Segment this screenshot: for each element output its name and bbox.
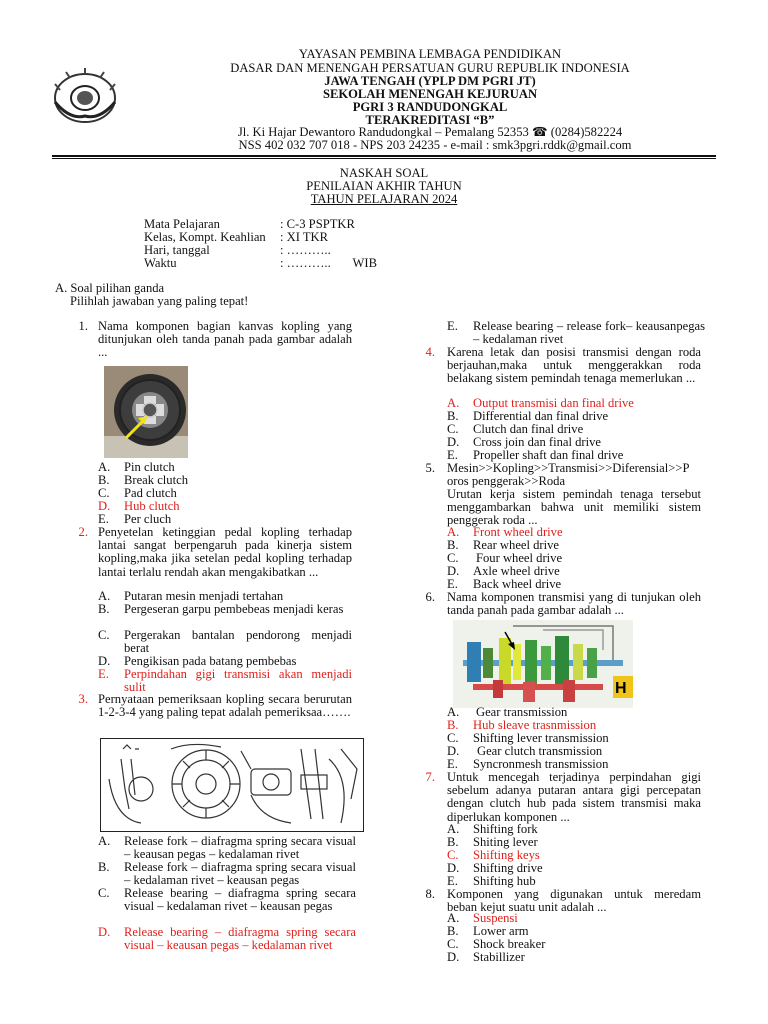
- q2-option-d-letter: D.: [98, 654, 111, 668]
- q4-option-a: Output transmisi dan final drive: [473, 396, 634, 410]
- svg-text:H: H: [615, 680, 627, 697]
- q8-option-b: Lower arm: [473, 924, 529, 938]
- q5-option-b-letter: B.: [447, 538, 459, 552]
- q3-text: Pernyataan pemeriksaan kopling secara berurutan 1-2-3-4 yang paling tepat adalah pemeriksaa…….: [98, 692, 352, 720]
- q7-option-d: Shifting drive: [473, 861, 543, 875]
- q2-option-c-letter: C.: [98, 628, 110, 642]
- q8-option-d: Stabillizer: [473, 950, 525, 964]
- q4-option-c: Clutch dan final drive: [473, 422, 584, 436]
- clutch-inspection-image: [100, 738, 364, 832]
- q2-option-b: Pergeseran garpu pembebeas menjadi keras: [124, 602, 344, 616]
- q7-option-c-letter: C.: [447, 848, 459, 862]
- q1-option-b: Break clutch: [124, 473, 188, 487]
- q5-option-a-letter: A.: [447, 525, 460, 539]
- q7-option-b: Shiting lever: [473, 835, 538, 849]
- section-instruction: Pilihlah jawaban yang paling tepat!: [70, 294, 249, 308]
- q6-text: Nama komponen transmisi yang di tunjukan oleh tanda panah pada gambar adalah ...: [447, 590, 701, 618]
- q6-option-c-letter: C.: [447, 731, 459, 745]
- q2-option-e: Perpindahan gigi transmisi akan menjadi sulit: [124, 667, 352, 695]
- q4-option-e: Propeller shaft dan final drive: [473, 448, 624, 462]
- q7-number: 7.: [425, 770, 435, 784]
- q2-option-e-letter: E.: [98, 667, 109, 681]
- transmission-image: [453, 620, 633, 708]
- q3-number: 3.: [78, 692, 88, 706]
- q6-number: 6.: [425, 590, 435, 604]
- q1-option-c-letter: C.: [98, 486, 110, 500]
- q6-option-e: Syncronmesh transmission: [473, 757, 609, 771]
- header-divider-thin: [52, 158, 716, 159]
- q1-option-a: Pin clutch: [124, 460, 175, 474]
- header-address: Jl. Ki Hajar Dewantoro Randudongkal – Pemalang 52353 ☎ (0284)582224: [237, 125, 623, 139]
- q1-option-c: Pad clutch: [124, 486, 177, 500]
- q2-option-d: Pengikisan pada batang pembebas: [124, 654, 297, 668]
- q4-option-d-letter: D.: [447, 435, 460, 449]
- doc-title: NASKAH SOAL: [339, 166, 429, 180]
- q5-option-e: Back wheel drive: [473, 577, 562, 591]
- q5-option-d: Axle wheel drive: [473, 564, 560, 578]
- header-school-type: SEKOLAH MENENGAH KEJURUAN: [322, 87, 538, 101]
- q7-option-e-letter: E.: [447, 874, 458, 888]
- q4-option-b: Differential dan final drive: [473, 409, 609, 423]
- section-heading: A. Soal pilihan ganda: [55, 281, 165, 295]
- q4-option-b-letter: B.: [447, 409, 459, 423]
- q1-option-a-letter: A.: [98, 460, 111, 474]
- q8-text: Komponen yang digunakan untuk meredam beban kejut suatu unit adalah ...: [447, 887, 701, 915]
- q4-option-c-letter: C.: [447, 422, 459, 436]
- q6-option-c: Shifting lever transmission: [473, 731, 609, 745]
- q5-text: Urutan kerja sistem pemindah tenaga tersebut menggambarkan bahwa unit memiliki sistem penggerak roda ...: [447, 487, 701, 528]
- q7-option-d-letter: D.: [447, 861, 460, 875]
- info-date-value: : ………..: [280, 243, 331, 257]
- q3-option-d-letter: D.: [98, 925, 111, 939]
- q6-option-d: Gear clutch transmission: [477, 744, 603, 758]
- info-subject-value: : C-3 PSPTKR: [280, 217, 355, 231]
- q5-option-e-letter: E.: [447, 577, 458, 591]
- q6-option-d-letter: D.: [447, 744, 460, 758]
- q2-option-a: Putaran mesin menjadi tertahan: [124, 589, 284, 603]
- q1-option-d-letter: D.: [98, 499, 111, 513]
- q2-option-a-letter: A.: [98, 589, 111, 603]
- q1-number: 1.: [78, 319, 88, 333]
- q3-option-e-letter: E.: [447, 319, 458, 333]
- q4-option-e-letter: E.: [447, 448, 458, 462]
- q6-option-e-letter: E.: [447, 757, 458, 771]
- q7-text: Untuk mencegah terjadinya perpindahan gigi sebelum adanya putaran antara gigi percepatan dengan clutch hub pada sistem transmisi maka diperlukan komponen ...: [447, 770, 701, 824]
- info-time-label: Waktu: [144, 256, 177, 270]
- doc-subtitle: PENILAIAN AKHIR TAHUN: [306, 179, 462, 193]
- header-school-name: PGRI 3 RANDUDONGKAL: [352, 100, 508, 114]
- header-divider: [52, 155, 716, 157]
- q2-text: Penyetelan ketinggian pedal kopling terhadap lantai sangat berpengaruh pada kinerja sistem kopling,maka jika setelan pedal kopling terhadap lantai terlalu rendah akan mengakibatkan ...: [98, 525, 352, 579]
- q2-option-c: Pergerakan bantalan pendorong menjadi berat: [124, 628, 352, 656]
- q5-number: 5.: [425, 461, 435, 475]
- header-foundation: YAYASAN PEMBINA LEMBAGA PENDIDIKAN: [298, 47, 562, 61]
- doc-year: TAHUN PELAJARAN 2024: [310, 192, 458, 206]
- info-class-value: : XI TKR: [280, 230, 329, 244]
- q4-text: Karena letak dan posisi transmisi dengan roda berjauhan,maka untuk menggerakkan roda belakang sistem pemindah tenaga memerlukan ...: [447, 345, 701, 386]
- info-time-value: : ……….. WIB: [280, 256, 378, 270]
- school-logo: [50, 68, 120, 128]
- q8-option-c: Shock breaker: [473, 937, 546, 951]
- clutch-disc-image: [104, 366, 188, 458]
- q3-option-b: Release fork – diafragma spring secara visual – kedalaman rivet – keausan pegas: [124, 860, 356, 888]
- q7-option-b-letter: B.: [447, 835, 459, 849]
- q6-option-a-letter: A.: [447, 705, 460, 719]
- q3-option-a: Release fork – diafragma spring secara visual – keausan pegas – kedalaman rivet: [124, 834, 356, 862]
- q1-text: Nama komponen bagian kanvas kopling yang ditunjukan oleh tanda panah pada gambar adalah ...: [98, 319, 352, 360]
- q1-option-d: Hub clutch: [124, 499, 180, 513]
- q7-option-a-letter: A.: [447, 822, 460, 836]
- q2-number: 2.: [78, 525, 88, 539]
- q3-option-c-letter: C.: [98, 886, 110, 900]
- header-accreditation: TERAKREDITASI “B”: [365, 113, 495, 127]
- q3-option-e: Release bearing – release fork– keausanpegas – kedalaman rivet: [473, 319, 705, 347]
- info-class-label: Kelas, Kompt. Keahlian: [144, 230, 266, 244]
- q5-option-d-letter: D.: [447, 564, 460, 578]
- header-region: JAWA TENGAH (YPLP DM PGRI JT): [324, 74, 536, 88]
- header-foundation-sub: DASAR DAN MENENGAH PERSATUAN GURU REPUBLIK INDONESIA: [230, 61, 630, 75]
- q7-option-e: Shifting hub: [473, 874, 536, 888]
- q8-option-a-letter: A.: [447, 911, 460, 925]
- q4-option-d: Cross join dan final drive: [473, 435, 602, 449]
- q4-number: 4.: [425, 345, 435, 359]
- info-subject-label: Mata Pelajaran: [144, 217, 220, 231]
- q5-option-c: Four wheel drive: [476, 551, 563, 565]
- q3-option-a-letter: A.: [98, 834, 111, 848]
- q5-option-a: Front wheel drive: [473, 525, 563, 539]
- q3-option-d: Release bearing – diafragma spring secara visual – keausan pegas – kedalaman rivet: [124, 925, 356, 953]
- q8-option-b-letter: B.: [447, 924, 459, 938]
- q8-option-d-letter: D.: [447, 950, 460, 964]
- q1-option-e-letter: E.: [98, 512, 109, 526]
- q5-option-c-letter: C.: [447, 551, 459, 565]
- q8-option-a: Suspensi: [473, 911, 518, 925]
- q6-option-a: Gear transmission: [476, 705, 568, 719]
- q1-option-b-letter: B.: [98, 473, 110, 487]
- q8-option-c-letter: C.: [447, 937, 459, 951]
- q7-option-a: Shifting fork: [473, 822, 538, 836]
- q5-sequence: Mesin>>Kopling>>Transmisi>>Diferensial>>P oros penggerak>>Roda: [447, 461, 689, 489]
- q4-option-a-letter: A.: [447, 396, 460, 410]
- q6-option-b: Hub sleave trasnmission: [473, 718, 597, 732]
- q6-option-b-letter: B.: [447, 718, 459, 732]
- header-contact: NSS 402 032 707 018 - NPS 203 24235 - e-mail : smk3pgri.rddk@gmail.com: [238, 138, 632, 152]
- q8-number: 8.: [425, 887, 435, 901]
- q2-option-b-letter: B.: [98, 602, 110, 616]
- q7-option-c: Shifting keys: [473, 848, 540, 862]
- info-date-label: Hari, tanggal: [144, 243, 210, 257]
- q1-option-e: Per cluch: [124, 512, 172, 526]
- q3-option-b-letter: B.: [98, 860, 110, 874]
- q3-option-c: Release bearing – diafragma spring secara visual – kedalaman rivet – keausan pegas: [124, 886, 356, 914]
- q5-option-b: Rear wheel drive: [473, 538, 560, 552]
